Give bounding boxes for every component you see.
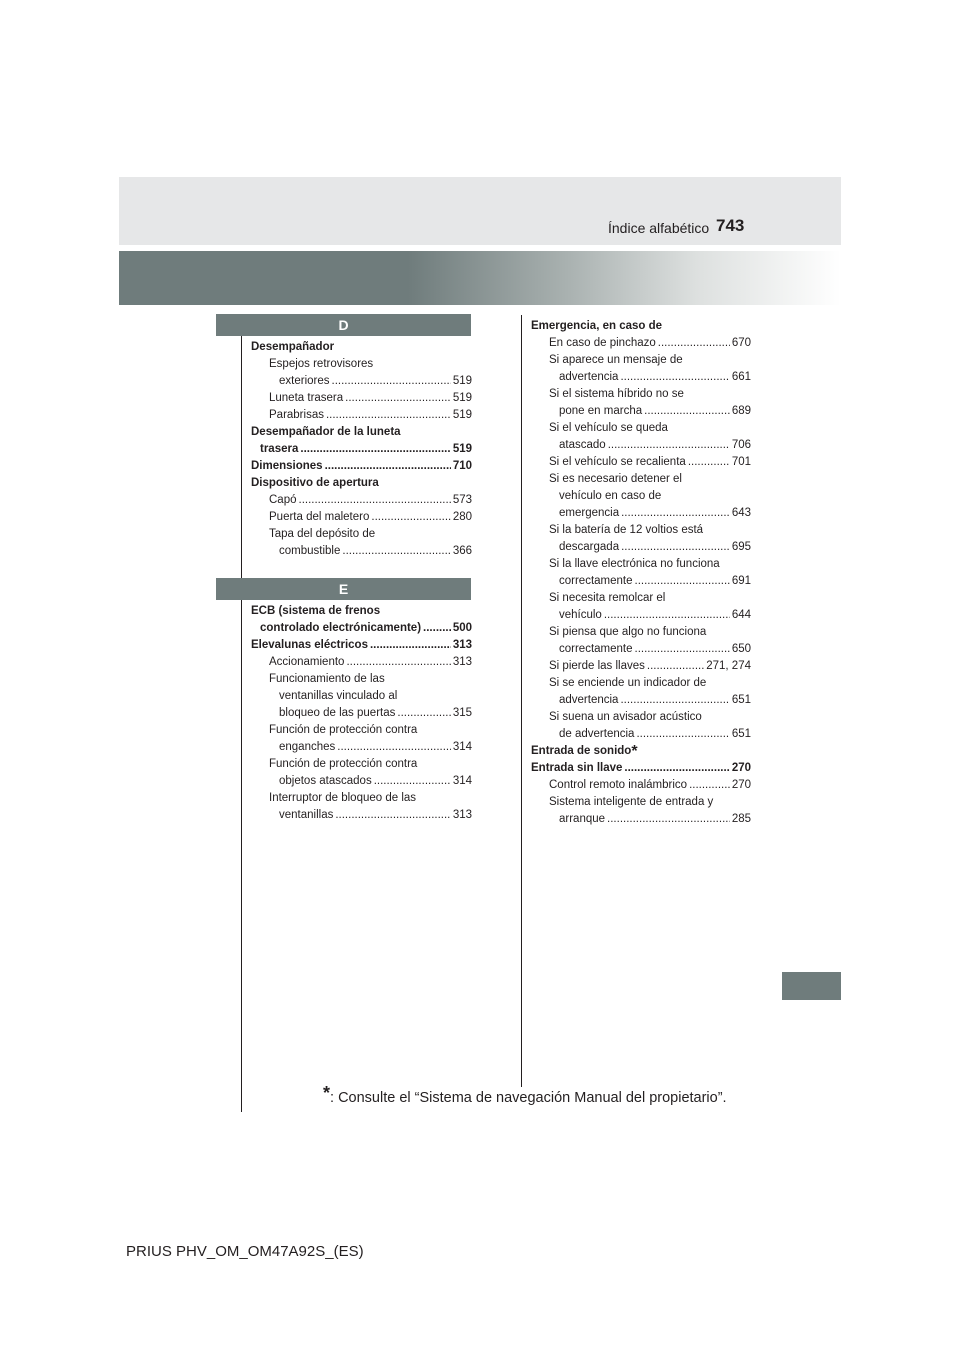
index-entry-text: arranque: [559, 813, 606, 825]
index-entry: [531, 590, 751, 607]
left-column-rule: [241, 335, 242, 1112]
index-entry-page: 271, 274: [706, 660, 751, 672]
index-entry-text: Funcionamiento de las: [269, 673, 385, 685]
index-entry-page: 366: [452, 545, 472, 557]
dot-leader: [299, 492, 451, 509]
index-entry-text: Puerta del maletero: [269, 511, 370, 523]
index-entry: [531, 318, 751, 335]
index-entry-page: 313: [452, 656, 472, 668]
index-entry: [531, 454, 751, 471]
index-entry-text: Dispositivo de apertura: [251, 477, 379, 489]
index-entry-text: Si pierde las llaves: [549, 660, 645, 672]
index-entry-text: correctamente: [559, 643, 633, 655]
dot-leader: [620, 369, 729, 386]
section-title: Índice alfabético: [608, 220, 710, 236]
index-entry: [531, 641, 751, 658]
index-entry-page: 315: [452, 707, 472, 719]
index-entry-text: ventanillas: [279, 809, 334, 821]
index-entry-text: Desempañador de la luneta: [251, 426, 401, 438]
index-entry-text: Capó: [269, 494, 297, 506]
index-entry-text: advertencia: [559, 371, 619, 383]
dot-leader: [342, 543, 450, 560]
index-entry-text: Accionamiento: [269, 656, 345, 668]
dot-leader: [374, 773, 451, 790]
dot-leader: [689, 777, 730, 794]
index-entry: [251, 526, 472, 543]
index-entry-text: trasera: [260, 443, 299, 455]
index-entry-text: controlado electrónicamente): [260, 622, 422, 634]
index-entry: [531, 777, 751, 794]
dot-leader: [620, 692, 729, 709]
index-entry-text: Elevalunas eléctricos: [251, 639, 368, 651]
index-entry-text: descargada: [559, 541, 620, 553]
index-entry: [531, 539, 751, 556]
index-entry: [251, 543, 472, 560]
index-entry-text: Función de protección contra: [269, 724, 418, 736]
index-entry: [251, 688, 472, 705]
index-entry: [531, 403, 751, 420]
dot-leader: [370, 637, 451, 654]
index-entry-page: 651: [731, 694, 751, 706]
decorative-gradient-bar: [119, 251, 841, 305]
dot-leader: [621, 505, 730, 522]
index-entry: [251, 458, 472, 475]
dot-leader: [621, 539, 730, 556]
index-entry-page: 651: [731, 728, 751, 740]
index-entry: [531, 437, 751, 454]
index-entry: [531, 573, 751, 590]
footnote: [323, 1083, 727, 1106]
footnote-marker: *: [631, 743, 638, 760]
index-entry-text: emergencia: [559, 507, 620, 519]
index-entry-text: Si la llave electrónica no funciona: [549, 558, 720, 570]
index-entry: [251, 407, 472, 424]
index-entry-text: Parabrisas: [269, 409, 324, 421]
dot-leader: [624, 760, 729, 777]
index-entry: [531, 369, 751, 386]
index-entry-text: vehículo: [559, 609, 602, 621]
index-entry: [251, 807, 472, 824]
index-entry: [531, 556, 751, 573]
index-entry-text: Dimensiones: [251, 460, 323, 472]
index-entry: [531, 386, 751, 403]
index-entry: [251, 492, 472, 509]
index-entry: [251, 722, 472, 739]
dot-leader: [423, 620, 451, 637]
index-entry-page: 701: [731, 456, 751, 468]
index-entry-text: Interruptor de bloqueo de las: [269, 792, 417, 804]
index-entry-page: 650: [731, 643, 751, 655]
index-entry-text: Si se enciende un indicador de: [549, 677, 707, 689]
index-entry: [251, 790, 472, 807]
index-entry: [531, 624, 751, 641]
dot-leader: [604, 607, 730, 624]
index-entry-page: 519: [452, 443, 472, 455]
index-entry-text: Tapa del depósito de: [269, 528, 376, 540]
dot-leader: [300, 441, 450, 458]
footnote-star: *: [323, 1083, 331, 1103]
index-entry-text: ventanillas vinculado al: [279, 690, 398, 702]
index-entry-text: enganches: [279, 741, 336, 753]
dot-leader: [325, 458, 451, 475]
index-entry: [251, 441, 472, 458]
index-entry: [251, 373, 472, 390]
dot-leader: [636, 726, 729, 743]
dot-leader: [345, 390, 451, 407]
dot-leader: [644, 403, 730, 420]
index-entry-text: objetos atascados: [279, 775, 372, 787]
index-entry-text: Sistema inteligente de entrada y: [549, 796, 714, 808]
index-entry: [531, 335, 751, 352]
index-list-e: [251, 603, 472, 824]
index-entry: [251, 620, 472, 637]
index-entry-text: Si el sistema híbrido no se: [549, 388, 684, 400]
index-entry: [531, 607, 751, 624]
index-entry: [251, 475, 472, 492]
right-column-rule: [521, 315, 522, 1087]
index-entry-page: 313: [452, 639, 472, 651]
dot-leader: [346, 654, 450, 671]
index-entry: [531, 658, 751, 675]
index-entry: [531, 743, 751, 760]
index-entry-text: Si el vehículo se queda: [549, 422, 668, 434]
index-entry: [531, 488, 751, 505]
index-entry-page: 689: [731, 405, 751, 417]
index-entry: [531, 675, 751, 692]
index-entry-text: correctamente: [559, 575, 633, 587]
index-entry-text: Desempañador: [251, 341, 335, 353]
dot-leader: [332, 373, 451, 390]
index-entry: [251, 637, 472, 654]
index-entry-text: Si aparece un mensaje de: [549, 354, 683, 366]
dot-leader: [335, 807, 450, 824]
index-entry-text: vehículo en caso de: [559, 490, 662, 502]
index-entry: [251, 390, 472, 407]
dot-leader: [688, 454, 730, 471]
index-entry: [251, 705, 472, 722]
index-entry: [251, 671, 472, 688]
index-entry-page: 285: [731, 813, 751, 825]
index-entry-page: 314: [452, 775, 472, 787]
dot-leader: [607, 811, 730, 828]
index-entry: [531, 505, 751, 522]
index-entry: [531, 522, 751, 539]
index-entry-text: exteriores: [279, 375, 330, 387]
index-entry: [531, 760, 751, 777]
dot-leader: [371, 509, 450, 526]
index-entry-text: ECB (sistema de frenos: [251, 605, 381, 617]
index-entry-page: 710: [452, 460, 472, 472]
index-entry: [531, 420, 751, 437]
chapter-tab-marker: [782, 972, 841, 1000]
index-entry: [531, 352, 751, 369]
index-entry-text: Entrada de sonido: [531, 745, 632, 757]
index-entry-text: Emergencia, en caso de: [531, 320, 663, 332]
index-entry-text: atascado: [559, 439, 606, 451]
footnote-text: : Consulte el “Sistema de navegación Manual del propietario”.: [330, 1090, 727, 1106]
index-entry: [531, 726, 751, 743]
index-entry-text: Función de protección contra: [269, 758, 418, 770]
page-number: 743: [716, 216, 745, 235]
section-letter-d: D: [216, 314, 471, 336]
index-entry-text: Control remoto inalámbrico: [549, 779, 688, 791]
index-list-right: [531, 318, 751, 828]
index-entry-text: Si es necesario detener el: [549, 473, 682, 485]
index-entry-text: Si suena un avisador acústico: [549, 711, 702, 723]
index-entry: [251, 509, 472, 526]
index-entry-text: Si piensa que algo no funciona: [549, 626, 707, 638]
dot-leader: [658, 335, 730, 352]
index-entry-page: 270: [731, 762, 751, 774]
index-entry-text: bloqueo de las puertas: [279, 707, 396, 719]
dot-leader: [397, 705, 450, 722]
index-entry: [531, 811, 751, 828]
dot-leader: [608, 437, 730, 454]
index-entry-text: Si la batería de 12 voltios está: [549, 524, 704, 536]
index-entry-text: Entrada sin llave: [531, 762, 623, 774]
index-entry-text: Si necesita remolcar el: [549, 592, 666, 604]
index-entry: [531, 709, 751, 726]
index-entry-page: 573: [452, 494, 472, 506]
document-id: PRIUS PHV_OM_OM47A92S_(ES): [126, 1243, 364, 1260]
index-entry-text: pone en marcha: [559, 405, 643, 417]
index-entry-text: En caso de pinchazo: [549, 337, 656, 349]
index-entry-page: 644: [731, 609, 751, 621]
index-entry-text: de advertencia: [559, 728, 635, 740]
index-entry-page: 280: [452, 511, 472, 523]
index-entry-page: 661: [731, 371, 751, 383]
dot-leader: [635, 573, 730, 590]
section-letter-e: E: [216, 578, 471, 600]
index-entry: [251, 339, 472, 356]
index-entry-page: 691: [731, 575, 751, 587]
index-entry: [531, 692, 751, 709]
index-entry: [251, 756, 472, 773]
index-entry: [251, 654, 472, 671]
index-entry: [531, 794, 751, 811]
index-entry-text: Espejos retrovisores: [269, 358, 374, 370]
index-entry: [251, 603, 472, 620]
dot-leader: [635, 641, 730, 658]
index-entry-page: 670: [731, 337, 751, 349]
index-entry-text: Si el vehículo se recalienta: [549, 456, 686, 468]
index-entry: [251, 424, 472, 441]
dot-leader: [337, 739, 451, 756]
dot-leader: [326, 407, 451, 424]
index-entry: [531, 471, 751, 488]
index-entry-page: 695: [731, 541, 751, 553]
dot-leader: [647, 658, 704, 675]
index-entry-text: advertencia: [559, 694, 619, 706]
index-entry-page: 519: [452, 375, 472, 387]
index-entry: [251, 739, 472, 756]
index-entry: [251, 356, 472, 373]
index-entry-page: 519: [452, 392, 472, 404]
index-entry-text: combustible: [279, 545, 341, 557]
index-entry-page: 270: [731, 779, 751, 791]
index-entry-page: 313: [452, 809, 472, 821]
index-entry-page: 500: [452, 622, 472, 634]
index-entry-page: 643: [731, 507, 751, 519]
index-list-d: [251, 339, 472, 560]
index-entry-page: 314: [452, 741, 472, 753]
index-entry-text: Luneta trasera: [269, 392, 344, 404]
index-entry-page: 519: [452, 409, 472, 421]
index-entry: [251, 773, 472, 790]
index-entry-page: 706: [731, 439, 751, 451]
